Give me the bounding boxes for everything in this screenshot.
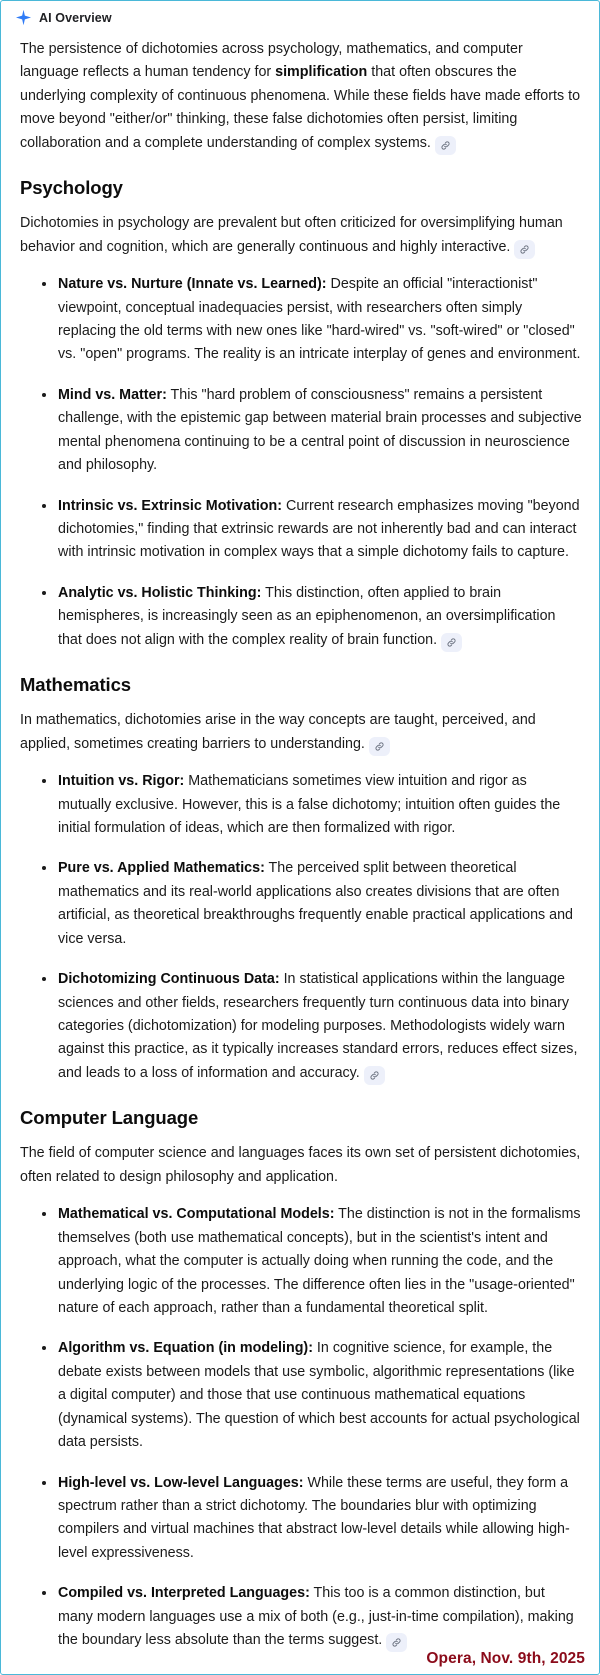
bullet-body: Despite an official "interactionist" viewpoint, conceptual inadequacies persist, with researchers often simply replacing the old terms with new ones like "hard-wired" vs. "soft-wired" or "closed" vs. "open" programs. The reality is an intricate interplay of genes and environment. <box>58 276 581 363</box>
section-heading: Computer Language <box>20 1107 199 1129</box>
list-item <box>42 582 582 652</box>
card-header <box>1 1 599 32</box>
citation-chip[interactable] <box>369 737 390 756</box>
bullet-list <box>20 273 582 652</box>
intro-text-b: that often obscures the underlying complexity of continuous phenomena. While these fields have made efforts to move beyond "either/or" thinking, these false dichotomies often persist, limiting collaboration and a complete understanding of complex systems. <box>20 64 581 151</box>
bullet-lead: Mind vs. Matter: <box>58 386 167 403</box>
bullet-body: Current research emphasizes moving "beyond dichotomies," finding that extrinsic rewards are not inherently bad and can interact with intrinsic motivation in complex ways that a simple dichotomy fails to capture. <box>58 497 580 561</box>
bullet-body: This "hard problem of consciousness" remains a persistent challenge, with the epistemic gap between material brain processes and subjective mental phenomena continuing to be a central point of discussion in neuroscience and philosophy. <box>58 386 582 474</box>
bullet-lead: Nature vs. Nurture (Innate vs. Learned): <box>58 276 327 293</box>
list-item <box>42 1582 582 1652</box>
bullet-body: Mathematicians sometimes view intuition and rigor as mutually exclusive. However, this is a false dichotomy; intuition often guides the initial formulation of ideas, which are then formalized with rigor. <box>58 773 561 836</box>
list-item <box>42 968 582 1085</box>
bullet-lead: Pure vs. Applied Mathematics: <box>58 860 265 877</box>
section-intro-text: In mathematics, dichotomies arise in the way concepts are taught, perceived, and applied, sometimes creating barriers to understanding. <box>20 712 536 752</box>
bullet-lead: Intuition vs. Rigor: <box>58 773 185 790</box>
bullet-body: The perceived split between theoretical mathematics and its real-world applications also creates divisions that are often artificial, as theoretical breakthroughs frequently enable practical applications and vice versa. <box>58 860 573 947</box>
sections-container <box>20 177 582 1652</box>
section-intro-paragraph <box>20 212 582 259</box>
footer-stamp: Opera, Nov. 9th, 2025 <box>426 1649 585 1667</box>
bullet-body: This distinction, often applied to brain hemispheres, is increasingly seen as an epiphenomenon, an oversimplification that does not align with the complex reality of brain function. <box>58 584 556 648</box>
list-item <box>42 1472 582 1566</box>
list-item <box>42 1203 582 1320</box>
intro-bold-term: simplification <box>275 64 368 81</box>
bullet-body: While these terms are useful, they form a spectrum rather than a strict dichotomy. The boundaries blur with optimizing compilers and virtual machines that abstract low-level details while allowing high-level expressiveness. <box>58 1474 570 1561</box>
bullet-body: In statistical applications within the language sciences and other fields, researchers frequently turn continuous data into binary categories (dichotomization) for modeling purposes. Methodologists widely warn against this practice, as it typically increases standard errors, reduces effect sizes, and leads to a loss of information and accuracy. <box>58 971 578 1081</box>
sparkle-icon <box>15 9 32 26</box>
bullet-body: The distinction is not in the formalisms themselves (both use mathematical concepts), but in the scientist's intent and approach, what the computer is actually doing when running the code, and the underlying logic of the processes. The difference often lies in the "usage-oriented" nature of each approach, rather than a fundamental theoretical split. <box>58 1206 581 1316</box>
section-heading: Psychology <box>20 177 123 199</box>
section-heading: Mathematics <box>20 674 131 696</box>
list-item <box>42 495 582 565</box>
intro-paragraph <box>20 38 582 155</box>
section-intro-text: Dichotomies in psychology are prevalent but often criticized for oversimplifying human behavior and cognition, which are generally continuous and highly interactive. <box>20 215 563 255</box>
bullet-lead: Dichotomizing Continuous Data: <box>58 971 280 988</box>
bullet-lead: Algorithm vs. Equation (in modeling): <box>58 1340 313 1357</box>
list-item <box>42 770 582 840</box>
card-header-title: AI Overview <box>39 10 112 25</box>
bullet-lead: Analytic vs. Holistic Thinking: <box>58 584 262 601</box>
section-intro-paragraph <box>20 1142 582 1189</box>
bullet-list <box>20 770 582 1085</box>
citation-chip[interactable] <box>364 1066 385 1085</box>
bullet-lead: High-level vs. Low-level Languages: <box>58 1474 304 1491</box>
bullet-body: This too is a common distinction, but many modern languages use a mix of both (e.g., just-in-time compilation), making the boundary less absolute than the terms suggest. <box>58 1585 574 1649</box>
card-body <box>1 32 599 1674</box>
bullet-body: In cognitive science, for example, the debate exists between models that use symbolic, algorithmic representations (like a digital computer) and those that use continuous mathematical equations (dynamical systems). The question of which best accounts for actual psychological data persists. <box>58 1340 580 1451</box>
list-item <box>42 273 582 367</box>
citation-chip[interactable] <box>386 1633 407 1652</box>
intro-text-a: The persistence of dichotomies across psychology, mathematics, and computer language reflects a human tendency for <box>20 41 523 81</box>
list-item <box>42 1337 582 1454</box>
section-intro-paragraph <box>20 709 582 756</box>
citation-chip[interactable] <box>435 136 456 155</box>
list-item <box>42 857 582 951</box>
bullet-list <box>20 1203 582 1652</box>
bullet-lead: Compiled vs. Interpreted Languages: <box>58 1585 310 1602</box>
bullet-lead: Intrinsic vs. Extrinsic Motivation: <box>58 497 283 514</box>
citation-chip[interactable] <box>441 633 462 652</box>
bullet-lead: Mathematical vs. Computational Models: <box>58 1206 335 1223</box>
citation-chip[interactable] <box>514 240 535 259</box>
section-intro-text: The field of computer science and languages faces its own set of persistent dichotomies, often related to design philosophy and application. <box>20 1145 581 1185</box>
list-item <box>42 384 582 478</box>
